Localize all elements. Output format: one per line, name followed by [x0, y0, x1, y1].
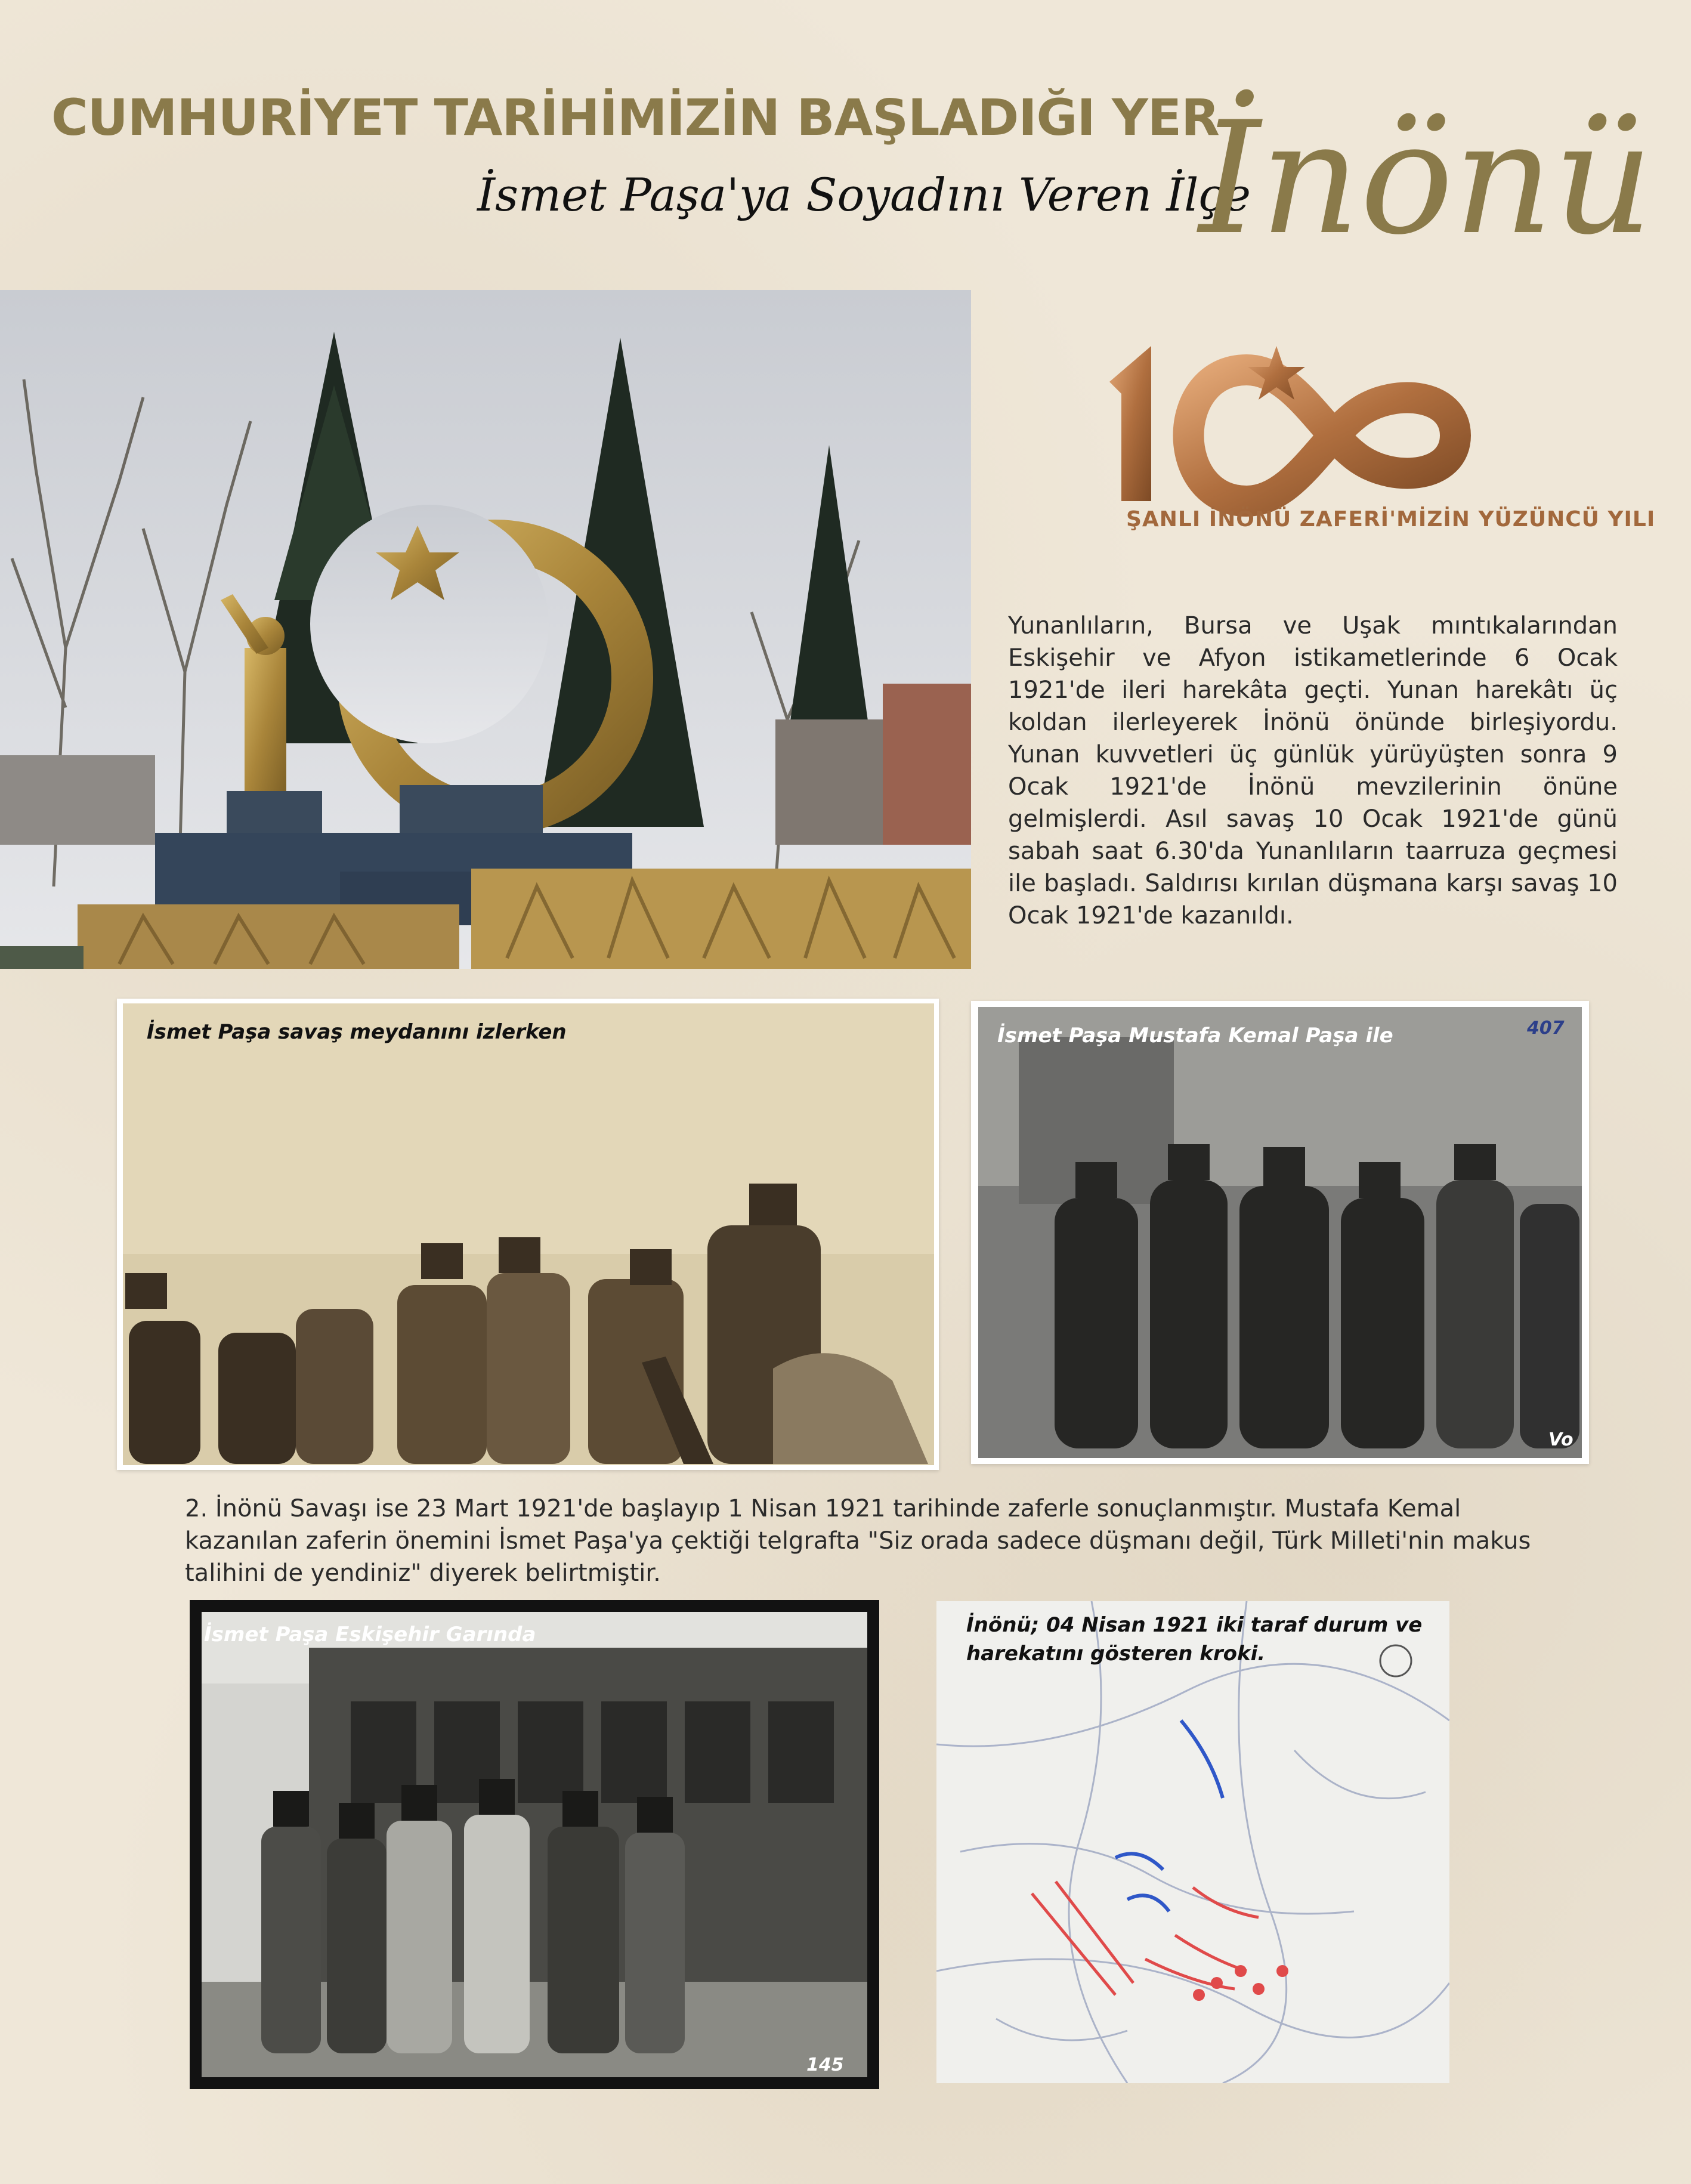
logo-caption: ŞANLI İNÖNÜ ZAFERİ'MİZİN YÜZÜNCÜ YILI — [1126, 507, 1656, 532]
battlefield-photo — [117, 999, 939, 1470]
second-paragraph: 2. İnönü Savaşı ise 23 Mart 1921'de başlayıp 1 Nisan 1921 tarihinde zaferle sonuçlanmıştır. Mustafa Kemal kazanılan zaferin önemini İsmet Paşa'ya çektiği telgrafta "Siz orada sadece düşmanı değil, Türk Milleti'nin makus talihini de yendiniz" diyerek belirtmiştir. — [185, 1495, 1531, 1587]
centennial-logo — [1098, 334, 1503, 537]
page-subtitle: İsmet Paşa'ya Soyadını Veren İlçe — [477, 168, 1251, 221]
page-title: CUMHURİYET TARİHİMİZİN BAŞLADIĞI YER — [51, 88, 1219, 147]
station-photo-number: 145 — [806, 2055, 844, 2075]
battlefield-caption: İsmet Paşa savaş meydanını izlerken — [147, 1020, 567, 1044]
station-caption: İsmet Paşa Eskişehir Garında — [204, 1623, 536, 1647]
mustafa-kemal-photo — [971, 1001, 1589, 1464]
monument-photo — [0, 290, 971, 969]
script-title: İnönü — [1199, 89, 1653, 269]
mustafa-kemal-caption: İsmet Paşa Mustafa Kemal Paşa ile — [997, 1024, 1393, 1048]
map-caption-line-2: harekatını gösteren kroki. — [966, 1642, 1266, 1666]
map-caption-line-1: İnönü; 04 Nisan 1921 iki taraf durum ve — [966, 1613, 1423, 1637]
mustafa-kemal-photo-number: 407 — [1527, 1018, 1565, 1039]
mustafa-kemal-photo-corner: Vo — [1548, 1429, 1573, 1450]
station-photo — [190, 1600, 879, 2089]
battle-sketch-map — [936, 1601, 1449, 2083]
intro-paragraph: Yunanlıların, Bursa ve Uşak mıntıkalarından Eskişehir ve Afyon istikametlerinde 6 Ocak 1921'de ileri harekâta geçti. Yunan harekâtı üç koldan ilerleyerek İnönü önünde birleşiyordu. Yunan kuvvetleri üç günlük yürüyüşten sonra 9 Ocak 1921'de İnönü mevzilerinin önüne gelmişlerdi. Asıl savaş 10 Ocak 1921'de günü sabah saat 6.30'da Yunanlıların taarruza geçmesi ile başladı. Saldırısı kırılan düşmana karşı savaş 10 Ocak 1921'de kazanıldı. — [1008, 612, 1618, 929]
